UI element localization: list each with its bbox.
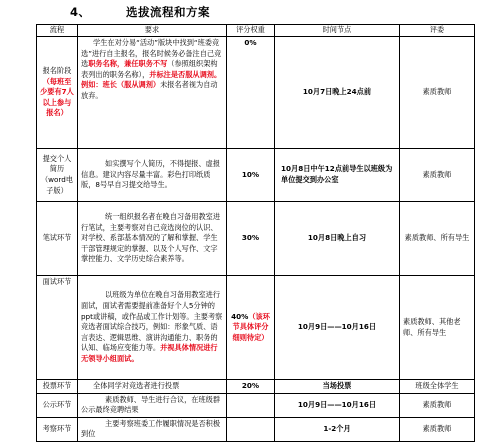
section-heading <box>70 4 210 20</box>
weight-cell <box>227 393 275 417</box>
requirement-highlight: 并视具体情况进行无领导小组面试。 <box>81 343 218 363</box>
judges-cell: 素质教师 <box>400 149 475 202</box>
requirement-text: 素质教师、导生进行合议，在班级群公示最终竞聘结果 <box>81 394 221 415</box>
table-row <box>37 149 475 202</box>
header-requirements: 要求 <box>78 25 227 37</box>
requirement-text: 全体同学对竞选者进行投票 <box>93 381 180 390</box>
requirement-cell <box>78 417 227 441</box>
judges-cell: 素质教师 <box>400 417 475 441</box>
stage-cell: 面试环节 <box>37 276 78 380</box>
requirement-text: 如实撰写个人简历，不得提报、虚报信息。建议内容尽量丰富。彩色打印纸质版，8号早自习提交给导生。 <box>81 159 221 190</box>
stage-cell: 提交个人简历（word电子版） <box>37 149 78 202</box>
requirement-highlight: 并标注是否服从调剂。例如：班长（服从调剂） <box>81 69 222 90</box>
requirement-text: 统一组织报名者在晚自习备用教室进行笔试，主要考察对自己竞选岗位的认识、对学校、系部基本情况的了解和掌握、学生干部管理规定的掌握、以及个人写作、文字掌控能力、文学历史综合素养等。 <box>81 212 221 264</box>
table-row <box>37 393 475 417</box>
time-cell: 10月9日——10月16日 <box>275 393 400 417</box>
section-number: 4、 <box>70 5 91 19</box>
requirement-cell <box>78 37 227 149</box>
weight-cell: 30% <box>227 202 275 276</box>
table-header-row <box>37 25 475 37</box>
requirement-cell <box>78 276 227 380</box>
time-cell: 当场投票 <box>275 380 400 394</box>
requirement-cell <box>78 202 227 276</box>
header-time: 时间节点 <box>275 25 400 37</box>
requirement-cell <box>78 393 227 417</box>
time-cell: 10月9日——10月16日 <box>275 276 400 380</box>
requirement-text: 学生在对分易“活动”版块中找到“班委竞选”进行自主报名，报名时候务必备注自己竞选 <box>81 38 222 69</box>
stage-cell: 公示环节 <box>37 393 78 417</box>
requirement-text: 以班级为单位在晚自习备用教室进行面试，面试者需要提前准备好个人5分钟的ppt或讲稿，或作品或工作计划等。主要考察竞选者面试综合技巧，例如：形象气质、语言表达、逻辑思维、演讲沟通能力、职务的认知、临场应变能力等。 <box>81 290 223 353</box>
requirement-cell <box>78 380 227 394</box>
weight-cell <box>227 417 275 441</box>
table-row <box>37 380 475 394</box>
header-judges: 评委 <box>400 25 475 37</box>
table-row <box>37 202 475 276</box>
requirement-text: 主要考察班委工作履职情况是否积极到位 <box>81 418 221 439</box>
header-stage: 流程 <box>37 25 78 37</box>
section-title: 选拔流程和方案 <box>126 5 210 19</box>
weight-value: 40% <box>231 311 249 321</box>
requirement-cell <box>78 149 227 202</box>
stage-name: 报名阶段 <box>42 66 72 76</box>
time-cell: 10月8日中午12点前导生以班级为单位提交到办公室 <box>275 149 400 202</box>
requirement-text: （参照组织架构表列出的职务名称）， <box>81 59 218 79</box>
time-cell: 10月8日晚上自习 <box>275 202 400 276</box>
weight-cell: 10% <box>227 149 275 202</box>
judges-cell: 班级全体学生 <box>400 380 475 394</box>
table-row <box>37 417 475 441</box>
judges-cell: 素质教师、所有导生 <box>400 202 475 276</box>
judges-cell: 素质教师 <box>400 393 475 417</box>
selection-process-table <box>36 24 475 442</box>
stage-cell: 投票环节 <box>37 380 78 394</box>
stage-cell <box>37 37 78 149</box>
stage-cell: 笔试环节 <box>37 202 78 276</box>
time-cell: 10月7日晚上24点前 <box>275 37 400 149</box>
weight-cell <box>227 276 275 380</box>
requirement-text: 未报名者视为自动放弃。 <box>81 80 218 100</box>
requirement-highlight: 职务名称，兼任职务不写 <box>88 59 168 69</box>
judges-cell: 素质教师、其他老师、所有导生 <box>400 276 475 380</box>
weight-cell: 0% <box>227 37 275 149</box>
stage-note: （每班至少要有7人以上参与报名） <box>40 76 74 118</box>
time-cell: 1-2个月 <box>275 417 400 441</box>
header-weight: 评分权重 <box>227 25 275 37</box>
stage-cell: 考察环节 <box>37 417 78 441</box>
table-row <box>37 276 475 380</box>
weight-note: （该环节具体评分细则待定） <box>232 311 270 342</box>
weight-cell: 20% <box>227 380 275 394</box>
table-row <box>37 37 475 149</box>
judges-cell: 素质教师 <box>400 37 475 149</box>
